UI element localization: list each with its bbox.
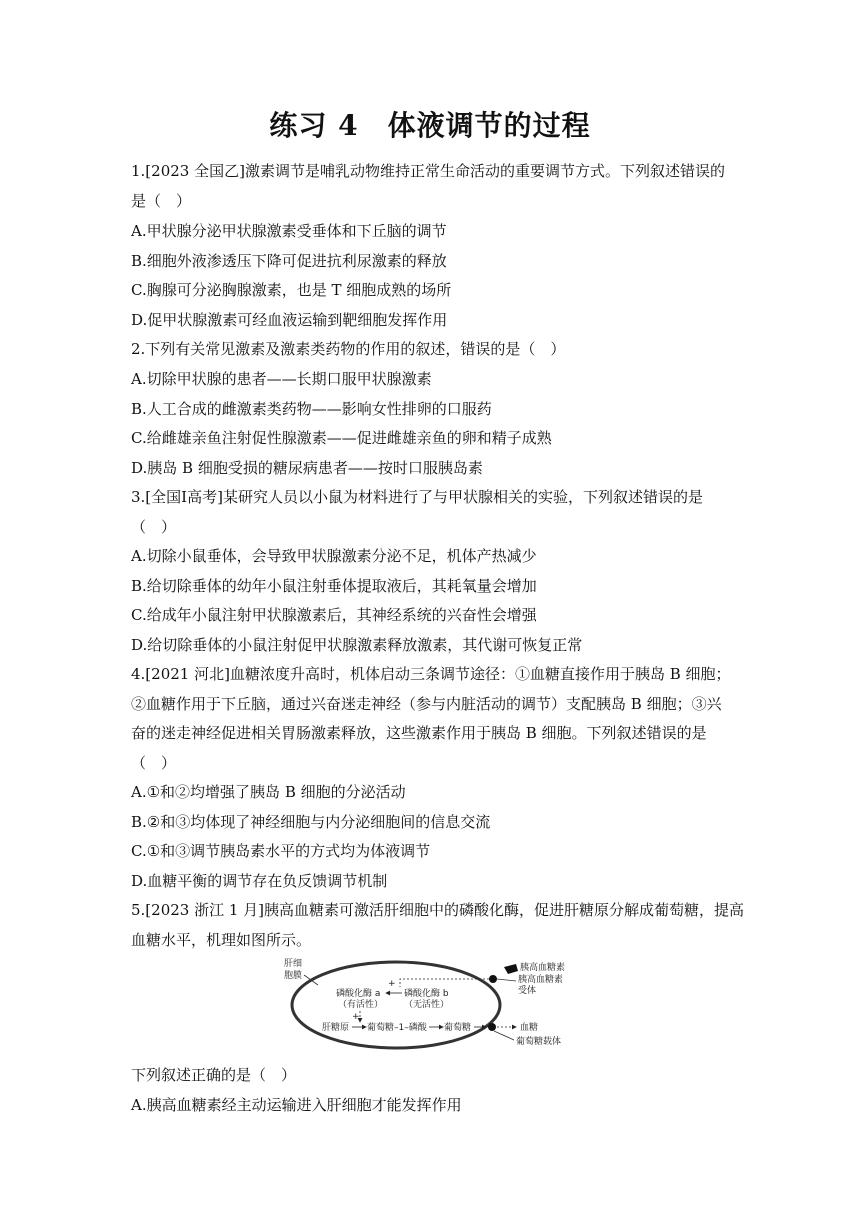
- glycogen-label: 肝糖原: [322, 1023, 350, 1033]
- q4-option-a: A.①和②均增强了胰岛 B 细胞的分泌活动: [131, 783, 406, 801]
- q4-option-b: B.②和③均体现了神经细胞与内分泌细胞间的信息交流: [131, 813, 491, 831]
- q4-stem-line-3: 奋的迷走神经促进相关胃肠激素释放，这些激素作用于胰岛 B 细胞。下列叙述错误的是: [131, 724, 707, 742]
- q4-stem-line-1: 4.[2021 河北]血糖浓度升高时，机体启动三条调节途径：①血糖直接作用于胰岛 B 细胞；: [131, 665, 731, 683]
- q2-option-d: D.胰岛 B 细胞受损的糖尿病患者——按时口服胰岛素: [131, 459, 483, 477]
- q1-stem-line-2: 是（ ）: [131, 192, 192, 210]
- g1p-label: 葡萄糖–1–磷酸: [367, 1023, 427, 1033]
- enzyme-a-label: 磷酸化酶 a: [336, 989, 381, 999]
- activation-dashed-line: [400, 979, 489, 987]
- q5-stem-line-2: 血糖水平，机理如图所示。: [131, 931, 312, 949]
- q5-option-a: A.胰高血糖素经主动运输进入肝细胞才能发挥作用: [131, 1096, 462, 1114]
- receptor-dot: [489, 975, 497, 983]
- q2-stem: 2.下列有关常见激素及激素类药物的作用的叙述，错误的是（ ）: [131, 340, 566, 358]
- q1-option-b: B.细胞外液渗透压下降可促进抗利尿激素的释放: [131, 252, 447, 270]
- q3-option-b: B.给切除垂体的幼年小鼠注射垂体提取液后，其耗氧量会增加: [131, 577, 537, 595]
- q1-option-a: A.甲状腺分泌甲状腺激素受垂体和下丘脑的调节: [131, 222, 447, 240]
- q5-stem-line-1: 5.[2023 浙江 1 月]胰高血糖素可激活肝细胞中的磷酸化酶，促进肝糖原分解成葡萄糖，提高: [131, 901, 745, 919]
- hormone-label: 胰高血糖素: [520, 963, 566, 973]
- membrane-label-2: 胞膜: [284, 971, 303, 981]
- page-title: 练习 4 体液调节的过程: [269, 109, 591, 142]
- receptor-label-1: 胰高血糖素: [518, 975, 564, 985]
- q2-option-c: C.给雌雄亲鱼注射促性腺激素——促进雌雄亲鱼的卵和精子成熟: [131, 429, 552, 447]
- carrier-pointer-line: [494, 1031, 514, 1040]
- carrier-label: 葡萄糖载体: [516, 1037, 562, 1047]
- carrier-dot: [488, 1023, 496, 1031]
- q3-option-c: C.给成年小鼠注射甲状腺激素后，其神经系统的兴奋性会增强: [131, 606, 537, 624]
- q2-option-a: A.切除甲状腺的患者——长期口服甲状腺激素: [131, 370, 432, 388]
- q3-option-a: A.切除小鼠垂体，会导致甲状腺激素分泌不足，机体产热减少: [131, 547, 537, 565]
- q4-stem-line-2: ②血糖作用于下丘脑，通过兴奋迷走神经（参与内脏活动的调节）支配胰岛 B 细胞；③兴: [131, 695, 722, 713]
- plus-sign-1: +: [388, 979, 396, 989]
- enzyme-a-state: （有活性）: [338, 1000, 384, 1010]
- hormone-shape: [504, 964, 518, 974]
- plus-sign-2: +: [352, 1012, 360, 1022]
- receptor-label-2: 受体: [518, 986, 537, 996]
- blood-glucose-label: 血糖: [520, 1023, 539, 1033]
- q1-stem-line-1: 1.[2023 全国乙]激素调节是哺乳动物维持正常生命活动的重要调节方式。下列叙述错误的: [131, 162, 725, 180]
- receptor-pointer-line: [497, 979, 516, 981]
- q3-option-d: D.给切除垂体的小鼠注射促甲状腺激素释放激素，其代谢可恢复正常: [131, 636, 583, 654]
- q2-option-b: B.人工合成的雌激素类药物——影响女性排卵的口服药: [131, 400, 492, 418]
- enzyme-b-state: （无活性）: [404, 1000, 450, 1010]
- q4-option-d: D.血糖平衡的调节存在负反馈调节机制: [131, 872, 388, 890]
- q4-option-c: C.①和③调节胰岛素水平的方式均为体液调节: [131, 842, 431, 860]
- q1-option-c: C.胸腺可分泌胸腺激素，也是 T 细胞成熟的场所: [131, 281, 452, 299]
- enzyme-b-label: 磷酸化酶 b: [404, 989, 449, 999]
- membrane-label-1: 肝细: [284, 959, 303, 969]
- glucagon-mechanism-diagram: [280, 955, 590, 1055]
- q4-stem-line-4: （ ）: [131, 754, 177, 772]
- q5-stem-line-3: 下列叙述正确的是（ ）: [131, 1066, 297, 1084]
- q1-option-d: D.促甲状腺激素可经血液运输到靶细胞发挥作用: [131, 311, 448, 329]
- q3-stem-line-2: （ ）: [131, 518, 177, 536]
- q3-stem-line-1: 3.[全国Ⅰ高考]某研究人员以小鼠为材料进行了与甲状腺相关的实验，下列叙述错误的是: [131, 488, 703, 506]
- cell-membrane-ellipse: [292, 962, 500, 1048]
- glucose-label: 葡萄糖: [444, 1023, 472, 1033]
